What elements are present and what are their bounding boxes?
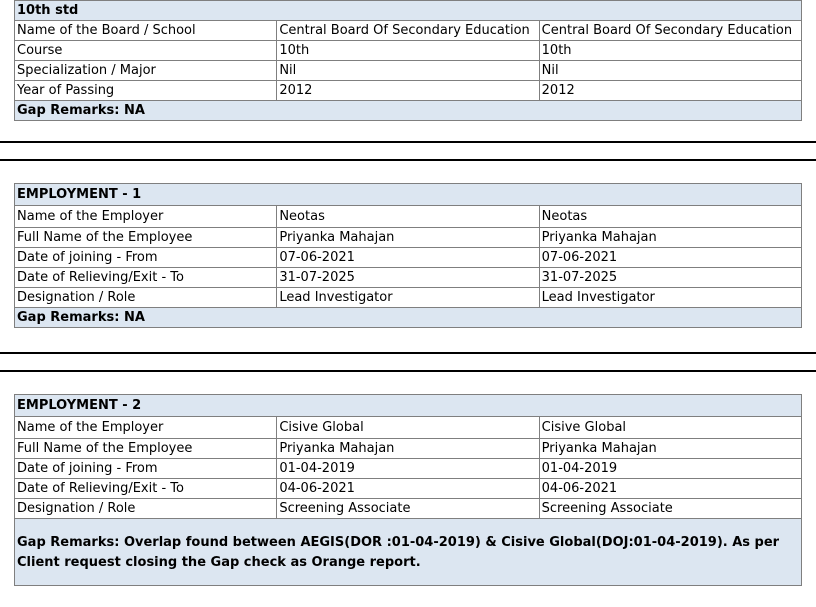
row-value-1: 31-07-2025	[277, 268, 539, 288]
row-label: Name of the Board / School	[15, 21, 277, 41]
table-row	[15, 21, 802, 41]
education-header-row	[15, 1, 802, 21]
education-table	[14, 0, 802, 121]
row-value-2: Central Board Of Secondary Education	[539, 21, 801, 41]
table-row	[15, 206, 802, 228]
employment-1-section	[14, 183, 802, 328]
row-label: Designation / Role	[15, 499, 277, 519]
row-value-2: Screening Associate	[539, 499, 801, 519]
employment-2-header-row	[15, 395, 802, 417]
row-value-2: 01-04-2019	[539, 459, 801, 479]
row-value-2: Priyanka Mahajan	[539, 439, 801, 459]
row-value-1: Priyanka Mahajan	[277, 228, 539, 248]
gap-remarks-row	[15, 101, 802, 121]
row-label: Date of Relieving/Exit - To	[15, 479, 277, 499]
row-value-2: Cisive Global	[539, 417, 801, 439]
gap-remarks: Gap Remarks: NA	[15, 101, 802, 121]
row-value-2: Nil	[539, 61, 801, 81]
table-row	[15, 499, 802, 519]
row-value-1: 10th	[277, 41, 539, 61]
table-row	[15, 439, 802, 459]
gap-remarks: Gap Remarks: Overlap found between AEGIS(DOR :01-04-2019) & Cisive Global(DOJ:01-04-2019). As per Client request closing the Gap check as Orange report.	[15, 519, 802, 586]
row-value-2: 2012	[539, 81, 801, 101]
education-title: 10th std	[15, 1, 802, 21]
table-row	[15, 459, 802, 479]
employment-2-table	[14, 394, 802, 586]
gap-remarks-row	[15, 308, 802, 328]
row-label: Date of Relieving/Exit - To	[15, 268, 277, 288]
row-value-1: 07-06-2021	[277, 248, 539, 268]
row-label: Full Name of the Employee	[15, 439, 277, 459]
employment-2-title: EMPLOYMENT - 2	[15, 395, 802, 417]
education-section	[14, 0, 802, 121]
section-divider	[0, 352, 816, 372]
row-value-2: Neotas	[539, 206, 801, 228]
row-label: Designation / Role	[15, 288, 277, 308]
row-value-2: Priyanka Mahajan	[539, 228, 801, 248]
row-value-1: 01-04-2019	[277, 459, 539, 479]
table-row	[15, 228, 802, 248]
row-value-1: Central Board Of Secondary Education	[277, 21, 539, 41]
employment-2-section	[14, 394, 802, 586]
row-label: Year of Passing	[15, 81, 277, 101]
row-value-2: 31-07-2025	[539, 268, 801, 288]
row-value-1: Nil	[277, 61, 539, 81]
row-label: Date of joining - From	[15, 248, 277, 268]
employment-1-title: EMPLOYMENT - 1	[15, 184, 802, 206]
row-label: Specialization / Major	[15, 61, 277, 81]
table-row	[15, 479, 802, 499]
row-label: Course	[15, 41, 277, 61]
row-value-1: Screening Associate	[277, 499, 539, 519]
row-value-2: 10th	[539, 41, 801, 61]
row-value-1: 04-06-2021	[277, 479, 539, 499]
table-row	[15, 288, 802, 308]
row-label: Name of the Employer	[15, 417, 277, 439]
gap-remarks-row	[15, 519, 802, 586]
row-value-1: 2012	[277, 81, 539, 101]
row-label: Date of joining - From	[15, 459, 277, 479]
section-divider	[0, 141, 816, 161]
table-row	[15, 268, 802, 288]
row-value-1: Lead Investigator	[277, 288, 539, 308]
employment-1-table	[14, 183, 802, 328]
row-value-2: 04-06-2021	[539, 479, 801, 499]
row-value-1: Cisive Global	[277, 417, 539, 439]
row-value-1: Priyanka Mahajan	[277, 439, 539, 459]
table-row	[15, 41, 802, 61]
table-row	[15, 417, 802, 439]
table-row	[15, 61, 802, 81]
row-value-2: Lead Investigator	[539, 288, 801, 308]
employment-1-header-row	[15, 184, 802, 206]
row-label: Name of the Employer	[15, 206, 277, 228]
row-value-1: Neotas	[277, 206, 539, 228]
table-row	[15, 248, 802, 268]
gap-remarks: Gap Remarks: NA	[15, 308, 802, 328]
table-row	[15, 81, 802, 101]
row-label: Full Name of the Employee	[15, 228, 277, 248]
row-value-2: 07-06-2021	[539, 248, 801, 268]
